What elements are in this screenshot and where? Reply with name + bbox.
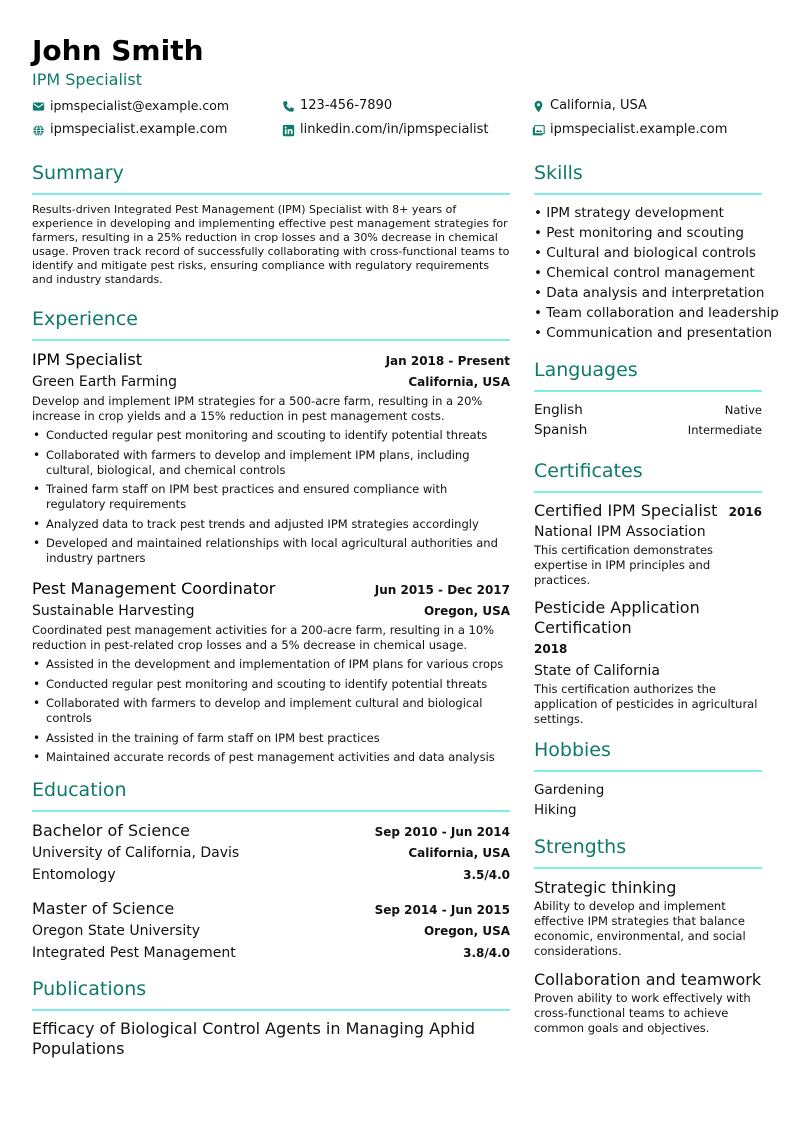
section-title-strengths: Strengths — [534, 836, 627, 858]
email-icon — [32, 100, 45, 113]
field-of-study: Integrated Pest Management — [32, 945, 236, 961]
section-divider — [534, 491, 762, 493]
location-pin-icon — [532, 100, 545, 113]
section-divider — [534, 867, 762, 869]
list-item: • Analyzed data to track pest trends and adjusted IPM strategies accordingly — [32, 517, 510, 532]
school-location: Oregon, USA — [423, 924, 510, 938]
section-title-certificates: Certificates — [534, 460, 643, 482]
certificate-year: 2016 — [728, 505, 762, 519]
list-item: • Assisted in the development and implementation of IPM plans for various crops — [32, 657, 510, 672]
strengths-section — [534, 834, 762, 1036]
skill-item: • Team collaboration and leadership — [534, 303, 762, 323]
list-item: • Maintained accurate records of pest management activities and data analysis — [32, 750, 510, 765]
skill-item: • Cultural and biological controls — [534, 243, 762, 263]
section-divider — [534, 770, 762, 772]
job-description: Coordinated pest management activities for a 200-acre farm, resulting in a 10% reduction in pest-related crop losses and a 5% decrease in chemical usage. — [32, 623, 495, 652]
contact-email-text: ipmspecialist@example.com — [50, 98, 230, 113]
degree: Bachelor of Science — [32, 821, 190, 840]
section-divider — [32, 193, 510, 195]
language-level: Native — [724, 403, 762, 417]
contact-location-text: California, USA — [550, 98, 647, 113]
job-description: Develop and implement IPM strategies for a 500-acre farm, resulting in a 20% increase in crop yields and a 15% reduction in pest management costs. — [32, 394, 483, 423]
contact-portfolio-text: ipmspecialist.example.com — [550, 122, 728, 137]
language-item — [534, 400, 762, 420]
job-title: Pest Management Coordinator — [32, 579, 276, 598]
publication-title: Efficacy of Biological Control Agents in Managing Aphid Populations — [32, 1019, 475, 1058]
school-location: California, USA — [408, 846, 510, 860]
field-of-study: Entomology — [32, 867, 116, 883]
list-item: • Conducted regular pest monitoring and scouting to identify potential threats — [32, 677, 510, 692]
section-divider — [32, 339, 510, 341]
candidate-name: John Smith — [32, 34, 204, 67]
phone-icon — [282, 100, 295, 113]
candidate-role: IPM Specialist — [32, 70, 142, 89]
certificate-year: 2018 — [534, 642, 568, 656]
certificate-entry — [534, 501, 762, 588]
education-dates: Sep 2014 - Jun 2015 — [374, 903, 510, 917]
list-item: • Collaborated with farmers to develop and implement cultural and biological controls — [32, 696, 510, 726]
gpa: 3.8/4.0 — [463, 946, 510, 960]
skill-item: • Communication and presentation — [534, 323, 762, 343]
section-title-skills: Skills — [534, 162, 583, 184]
job-dates: Jun 2015 - Dec 2017 — [374, 583, 510, 597]
certificate-issuer: State of California — [534, 663, 660, 679]
list-item: • Trained farm staff on IPM best practices and ensured compliance with regulatory requirements — [32, 482, 510, 512]
hobby-item: Gardening — [534, 782, 605, 798]
publications-section — [32, 976, 510, 1059]
strength-title: Collaboration and teamwork — [534, 970, 762, 989]
job-location: Oregon, USA — [423, 604, 510, 618]
certificate-entry — [534, 598, 762, 727]
language-item — [534, 420, 762, 440]
strength-entry — [534, 877, 762, 959]
education-section — [32, 777, 510, 964]
contact-phone[interactable] — [282, 98, 532, 114]
strength-title: Strategic thinking — [534, 878, 677, 897]
gpa: 3.5/4.0 — [463, 868, 510, 882]
contact-linkedin-text: linkedin.com/in/ipmspecialist — [300, 122, 489, 137]
job-company: Sustainable Harvesting — [32, 603, 195, 619]
globe-icon — [32, 124, 45, 137]
certificate-title: Certified IPM Specialist — [534, 501, 718, 520]
sidebar-column — [534, 160, 779, 1046]
experience-section — [32, 306, 510, 765]
main-column — [32, 160, 510, 1059]
job-title: IPM Specialist — [32, 350, 142, 369]
section-divider — [32, 1009, 510, 1011]
hobby-item: Hiking — [534, 802, 577, 818]
portfolio-icon — [532, 124, 545, 137]
contact-linkedin[interactable] — [282, 122, 532, 138]
contact-website[interactable] — [32, 122, 282, 138]
school: Oregon State University — [32, 923, 200, 939]
skill-item: • Pest monitoring and scouting — [534, 223, 762, 243]
certificate-description: This certification authorizes the application of pesticides in agricultural settings. — [534, 682, 758, 726]
contact-location — [532, 98, 762, 114]
section-title-publications: Publications — [32, 978, 147, 1000]
section-divider — [32, 810, 510, 812]
job-company: Green Earth Farming — [32, 374, 177, 390]
list-item: • Assisted in the training of farm staff on IPM best practices — [32, 731, 510, 746]
list-item: • Collaborated with farmers to develop and implement IPM plans, including cultural, biological, and chemical controls — [32, 448, 510, 478]
languages-section — [534, 357, 762, 440]
linkedin-icon — [282, 124, 295, 137]
language-name: Spanish — [534, 422, 588, 438]
summary-text: Results-driven Integrated Pest Management (IPM) Specialist with 8+ years of experience in developing and implementing effective pest management strategies for farmers, resulting in a 25% reduction in crop losses and a 30% decrease in chemical usage. Proven track record of successfully collaborating with cross-functional teams to identify and mitigate pest risks, ensuring compliance with regulatory requirements and industry standards. — [32, 203, 510, 286]
contact-portfolio[interactable] — [532, 122, 762, 138]
job-entry — [32, 349, 510, 566]
language-name: English — [534, 402, 583, 418]
contact-website-text: ipmspecialist.example.com — [50, 122, 228, 137]
hobbies-section — [534, 737, 762, 820]
job-bullets — [32, 657, 510, 765]
job-bullets — [32, 428, 510, 566]
skill-item: • Data analysis and interpretation — [534, 283, 762, 303]
skill-item: • IPM strategy development — [534, 203, 762, 223]
list-item: • Developed and maintained relationships with local agricultural authorities and industry partners — [32, 536, 510, 566]
certificate-title: Pesticide Application Certification — [534, 598, 700, 637]
section-title-education: Education — [32, 779, 127, 801]
skills-section — [534, 160, 779, 343]
job-location: California, USA — [408, 375, 510, 389]
list-item: • Conducted regular pest monitoring and scouting to identify potential threats — [32, 428, 510, 443]
contact-list — [32, 98, 762, 138]
strength-description: Proven ability to work effectively with cross-functional teams to achieve common goals and objectives. — [534, 991, 751, 1035]
section-title-summary: Summary — [32, 162, 124, 184]
certificate-description: This certification demonstrates expertise in IPM principles and practices. — [534, 543, 714, 587]
section-divider — [534, 193, 762, 195]
job-entry — [32, 578, 510, 765]
resume-header — [32, 34, 762, 137]
skills-list — [534, 203, 779, 343]
skill-item: • Chemical control management — [534, 263, 762, 283]
degree: Master of Science — [32, 899, 175, 918]
language-level: Intermediate — [687, 423, 762, 437]
school: University of California, Davis — [32, 845, 240, 861]
section-title-hobbies: Hobbies — [534, 739, 611, 761]
section-divider — [534, 390, 762, 392]
education-entry — [32, 898, 510, 964]
contact-email[interactable] — [32, 98, 282, 114]
education-entry — [32, 820, 510, 886]
contact-phone-text: 123-456-7890 — [300, 98, 393, 113]
job-dates: Jan 2018 - Present — [385, 354, 510, 368]
strength-description: Ability to develop and implement effective IPM strategies that balance economic, environmental, and social considerations. — [534, 899, 746, 958]
strength-entry — [534, 969, 762, 1036]
summary-section — [32, 160, 510, 287]
section-title-languages: Languages — [534, 359, 638, 381]
section-title-experience: Experience — [32, 308, 138, 330]
education-dates: Sep 2010 - Jun 2014 — [374, 825, 510, 839]
certificates-section — [534, 458, 762, 727]
certificate-issuer: National IPM Association — [534, 524, 706, 540]
